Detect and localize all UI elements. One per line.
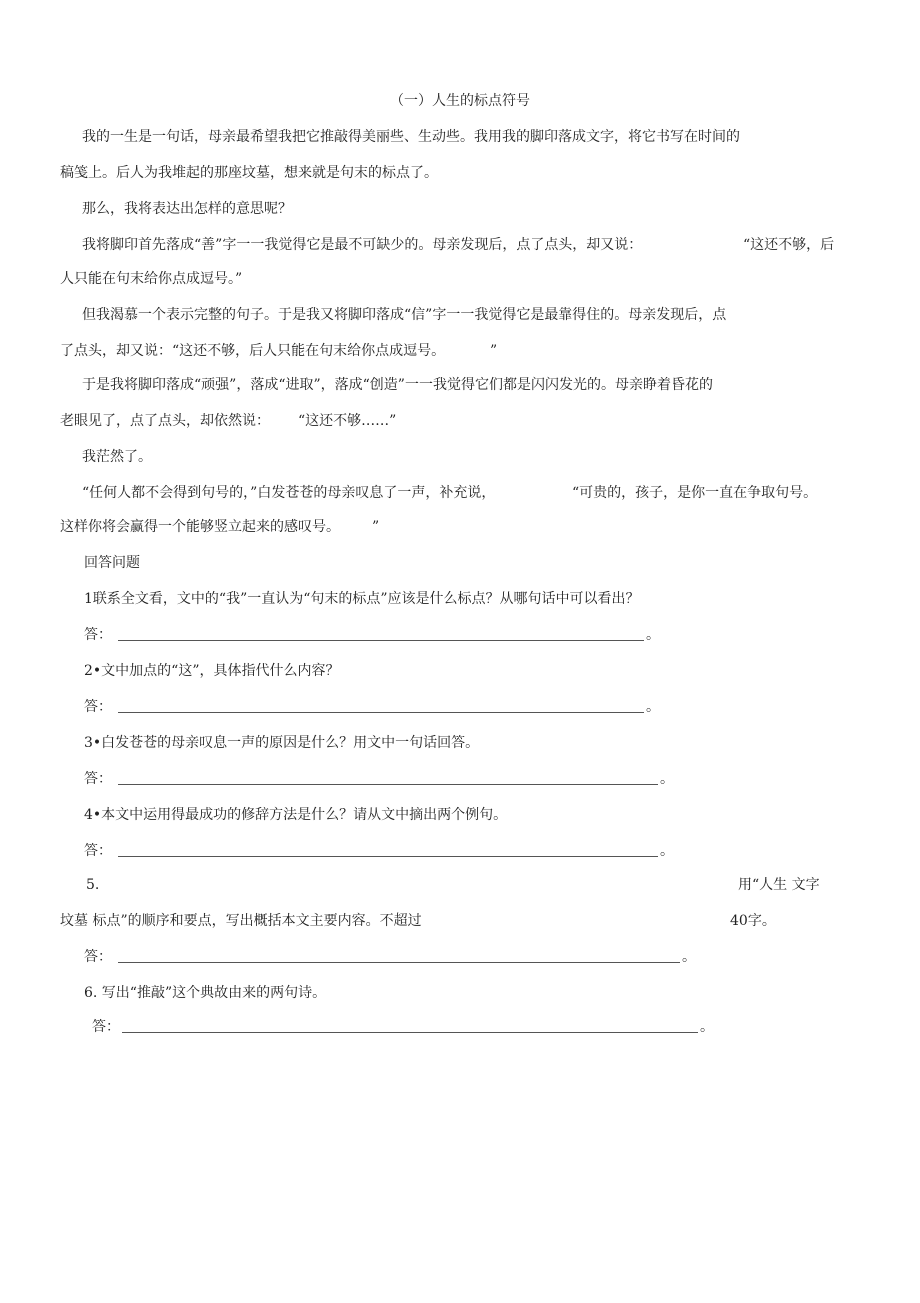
questions-heading: 回答问题 [84, 555, 140, 571]
question-5-part-b: 坟墓 标点”的顺序和要点，写出概括本文主要内容。不超过 [60, 913, 422, 929]
passage-p1-line1: 我的一生是一句话，母亲最希望我把它推敲得美丽些、生动些。我用我的脚印落成文字，将它书写在时间的 [82, 129, 740, 145]
passage-p3-line1-a: 我将脚印首先落成“善”字一一我觉得它是最不可缺少的。母亲发现后，点了点头，却又说： [82, 237, 643, 253]
passage-p7-line1-b: “可贵的，孩子，是你一直在争取句号。 [572, 485, 818, 501]
question-6: 6. 写出“推敲”这个典故由来的两句诗。 [84, 985, 327, 1001]
answer-5-label: 答： [84, 949, 112, 965]
question-2: 2•文中加点的“这”，具体指代什么内容？ [84, 663, 340, 679]
question-5-number: 5. [86, 877, 100, 893]
page-title: （一）人生的标点符号 [390, 93, 530, 109]
passage-p5-line2-b: “这还不够……” [298, 413, 397, 429]
question-5-part-a: 用“人生 文字 [738, 877, 820, 893]
passage-p7-line1-a: “任何人都不会得到句号的，”白发苍苍的母亲叹息了一声，补充说， [82, 485, 496, 501]
answer-6-label: 答： [92, 1019, 120, 1035]
answer-1-end: 。 [646, 627, 660, 643]
question-4: 4•本文中运用得最成功的修辞方法是什么？请从文中摘出两个例句。 [84, 807, 508, 823]
answer-3-label: 答： [84, 771, 112, 787]
passage-p2: 那么，我将表达出怎样的意思呢？ [82, 201, 292, 217]
answer-4-line[interactable] [118, 856, 658, 857]
answer-6-line[interactable] [122, 1032, 698, 1033]
passage-p7-line2-b: ” [372, 519, 380, 535]
passage-p4-line1: 但我渴慕一个表示完整的句子。于是我又将脚印落成“信”字一一我觉得它是最靠得住的。母亲发现后，点 [82, 307, 727, 323]
question-5-part-c: 40字。 [730, 913, 776, 929]
answer-2-line[interactable] [118, 712, 644, 713]
answer-2-label: 答： [84, 699, 112, 715]
answer-5-line[interactable] [118, 962, 680, 963]
passage-p1-line2: 稿笺上。后人为我堆起的那座坟墓，想来就是句末的标点了。 [60, 165, 438, 181]
passage-p7-line2-a: 这样你将会赢得一个能够竖立起来的感叹号。 [60, 519, 340, 535]
question-1: 1联系全文看，文中的“我”一直认为“句末的标点”应该是什么标点？从哪句话中可以看出？ [84, 591, 640, 607]
passage-p5-line1: 于是我将脚印落成“顽强”，落成“进取”，落成“创造”一一我觉得它们都是闪闪发光的。母亲睁着昏花的 [82, 377, 713, 393]
answer-1-line[interactable] [118, 640, 644, 641]
answer-4-end: 。 [660, 843, 674, 859]
passage-p4-line2-a: 了点头，却又说：“这还不够，后人只能在句末给你点成逗号。 [60, 343, 446, 359]
passage-p3-line2: 人只能在句末给你点成逗号。” [60, 271, 243, 287]
passage-p3-line1-b: “这还不够，后 [743, 237, 835, 253]
answer-2-end: 。 [646, 699, 660, 715]
answer-6-end: 。 [700, 1019, 714, 1035]
answer-3-end: 。 [660, 771, 674, 787]
question-3: 3•白发苍苍的母亲叹息一声的原因是什么？用文中一句话回答。 [84, 735, 480, 751]
answer-5-end: 。 [682, 949, 696, 965]
answer-1-label: 答： [84, 627, 112, 643]
passage-p6: 我茫然了。 [82, 449, 152, 465]
answer-3-line[interactable] [118, 784, 658, 785]
passage-p5-line2-a: 老眼见了，点了点头，却依然说： [60, 413, 270, 429]
passage-p4-line2-b: ” [490, 343, 498, 359]
answer-4-label: 答： [84, 843, 112, 859]
